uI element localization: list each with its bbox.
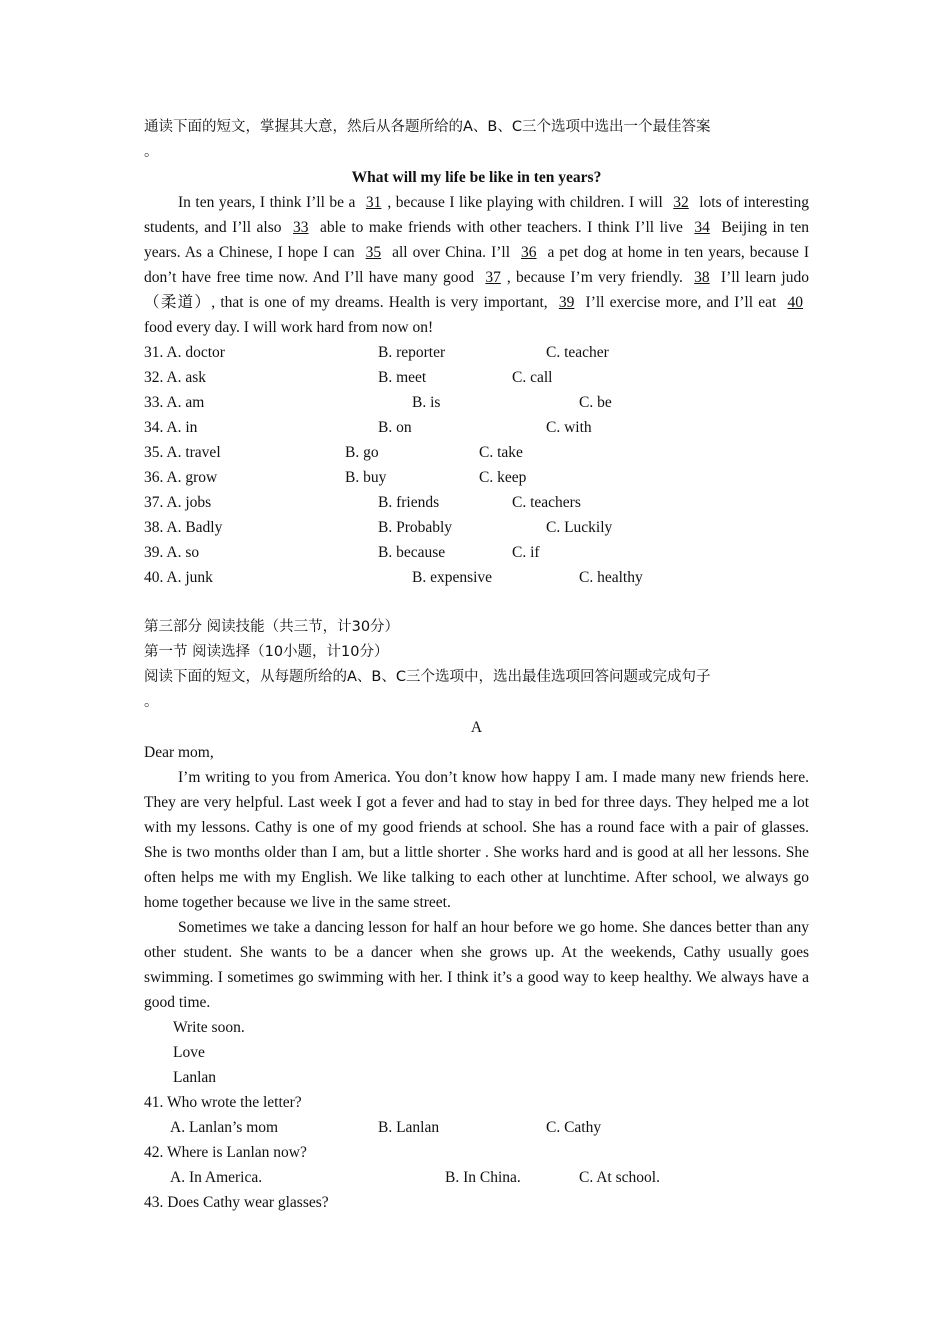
- cloze-options: [144, 340, 809, 590]
- letter-love: Love: [173, 1044, 205, 1061]
- question-row: 36. A. grow B. buy C. keep: [144, 469, 527, 486]
- question-43: 43. Does Cathy wear glasses?: [144, 1194, 329, 1211]
- blank-37: 37: [485, 269, 501, 286]
- cloze-instruction: [144, 115, 809, 165]
- instruction-end: 。: [144, 144, 159, 160]
- blank-32: 32: [673, 194, 689, 211]
- passage-label: A: [470, 719, 483, 736]
- letter-paragraph-2: Sometimes we take a dancing lesson for half an hour before we go home. She dances better than any other student. She wants to be a dancer when she grows up. At the weekends, Cathy usually goes swimming. I sometimes go swimming with her. I think it’s a good way to keep healthy. We always have a good time.: [144, 919, 809, 1011]
- reading-instruction: 阅读下面的短文，从每题所给的A、B、C三个选项中，选出最佳选项回答问题或完成句子 。: [144, 669, 711, 710]
- letter-closing: Write soon.: [173, 1019, 245, 1036]
- instruction-text: 通读下面的短文，掌握其大意，然后从各题所给的A、B、C三个选项中选出一个最佳答案: [144, 119, 711, 135]
- question-row: 32. A. ask B. meet C. call: [144, 369, 553, 386]
- question-row: 40. A. junk B. expensive C. healthy: [144, 569, 643, 586]
- blank-34: 34: [694, 219, 710, 236]
- blank-36: 36: [521, 244, 537, 261]
- question-row: 37. A. jobs B. friends C. teachers: [144, 494, 581, 511]
- letter-signature: Lanlan: [173, 1069, 217, 1086]
- question-41: 41. Who wrote the letter?: [144, 1094, 302, 1111]
- spacer: [144, 590, 809, 615]
- blank-38: 38: [694, 269, 710, 286]
- passage-title: What will my life be like in ten years?: [351, 169, 602, 186]
- blank-33: 33: [293, 219, 309, 236]
- question-row: 35. A. travel B. go C. take: [144, 444, 523, 461]
- section-heading: 第一节 阅读选择（10小题，计10分）: [144, 644, 389, 660]
- question-row: 39. A. so B. because C. if: [144, 544, 540, 561]
- letter-paragraph-1: I’m writing to you from America. You don’t know how happy I am. I made many new friends here. They are very helpful. Last week I got a fever and had to stay in bed for three days. They helped me a lot with my lessons. Cathy is one of my good friends at school. She has a round face with a pair of glasses. She is two months older than I am, but a little shorter . She works hard and is good at all her lessons. She often helps me with my English. We like talking to each other at lunchtime. After school, we always go home together because we live in the same street.: [144, 769, 809, 911]
- blank-31: 31: [365, 194, 382, 211]
- question-row: 34. A. in B. on C. with: [144, 419, 592, 436]
- letter-greeting: Dear mom,: [144, 744, 214, 761]
- question-41-options: A. Lanlan’s mom B. Lanlan C. Cathy: [170, 1119, 602, 1136]
- question-42: 42. Where is Lanlan now?: [144, 1144, 307, 1161]
- blank-39: 39: [558, 294, 575, 311]
- exam-page: [144, 115, 809, 1215]
- blank-40: 40: [787, 294, 803, 311]
- question-42-options: A. In America. B. In China. C. At school.: [170, 1169, 660, 1186]
- question-row: 33. A. am B. is C. be: [144, 394, 612, 411]
- part-heading: 第三部分 阅读技能（共三节，计30分）: [144, 619, 400, 635]
- blank-35: 35: [365, 244, 382, 261]
- question-row: 38. A. Badly B. Probably C. Luckily: [144, 519, 613, 536]
- cloze-passage: In ten years, I think I’ll be a 31 , because I like playing with children. I will 32 lots of interesting students, and I’ll also 33 able to make friends with other teachers. I think I’ll live 34 Beijing in ten years. As a Chinese, I hope I can 35 all over China. I’ll 36 a pet dog at home in ten years, because I don’t have free time now. And I’ll have many good 37 , because I’m very friendly. 38 I’ll learn judo（柔道）, that is one of my dreams. Health is very important, 39 I’ll exercise more, and I’ll eat 40 food every day. I will work hard from now on!: [144, 194, 809, 336]
- question-row: 31. A. doctor B. reporter C. teacher: [144, 344, 609, 361]
